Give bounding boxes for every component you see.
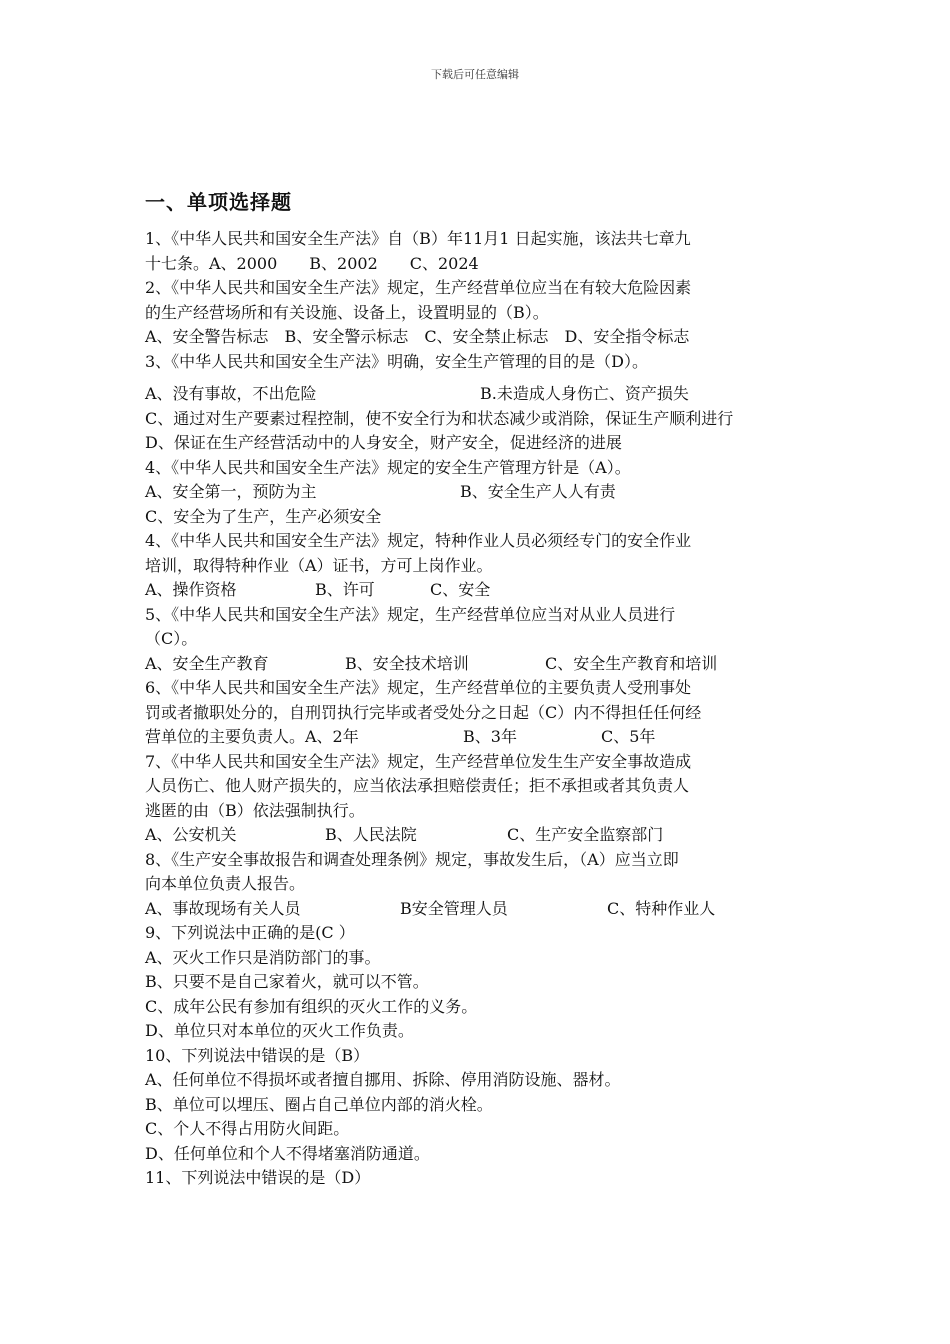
question-text: 11、下列说法中错误的是（D） bbox=[145, 1168, 371, 1187]
option-a: A、灭火工作只是消防部门的事。 bbox=[145, 947, 381, 967]
question-text: （C）。 bbox=[145, 629, 198, 648]
question-text: 1、《中华人民共和国安全生产法》自（B）年11月1 日起实施，该法共七章九 bbox=[145, 229, 691, 248]
option-a: A、公安机关 bbox=[145, 825, 237, 844]
question-text: 的生产经营场所和有关设施、设备上，设置明显的（B）。 bbox=[145, 302, 549, 322]
question-text: 4、《中华人民共和国安全生产法》规定的安全生产管理方针是（A）。 bbox=[145, 457, 631, 477]
question-text: 8、《生产安全事故报告和调查处理条例》规定，事故发生后，（A）应当立即 bbox=[145, 849, 679, 869]
question-list bbox=[145, 227, 810, 1191]
question-text: 2、《中华人民共和国安全生产法》规定，生产经营单位应当在有较大危险因素 bbox=[145, 278, 692, 297]
option-a: A、任何单位不得损坏或者擅自挪用、拆除、停用消防设施、器材。 bbox=[145, 1070, 621, 1089]
answer-options bbox=[145, 823, 810, 848]
question-2 bbox=[145, 276, 810, 350]
option-a: A、操作资格 bbox=[145, 580, 237, 599]
question-8 bbox=[145, 848, 810, 922]
question-text: 7、《中华人民共和国安全生产法》规定，生产经营单位发生生产安全事故造成 bbox=[145, 751, 692, 771]
option-b: B、单位可以埋压、圈占自己单位内部的消火栓。 bbox=[145, 1094, 493, 1114]
answer-options: A、安全警告标志 B、安全警示标志 C、安全禁止标志 D、安全指令标志 bbox=[145, 327, 690, 346]
option-d: D、任何单位和个人不得堵塞消防通道。 bbox=[145, 1143, 430, 1163]
answer-options bbox=[145, 480, 810, 505]
question-text: 6、《中华人民共和国安全生产法》规定，生产经营单位的主要负责人受刑事处 bbox=[145, 678, 692, 697]
header-note: 下载后可任意编辑 bbox=[431, 68, 519, 81]
question-1 bbox=[145, 227, 810, 276]
question-text: 3、《中华人民共和国安全生产法》明确，安全生产管理的目的是（D）。 bbox=[145, 351, 649, 371]
question-3 bbox=[145, 350, 810, 456]
question-9 bbox=[145, 921, 810, 1044]
option-c: C、生产安全监察部门 bbox=[507, 825, 664, 844]
question-text: 9、下列说法中正确的是(C ） bbox=[145, 923, 355, 942]
question-4b bbox=[145, 529, 810, 603]
answer-options bbox=[145, 897, 810, 922]
question-5 bbox=[145, 603, 810, 677]
answer-options bbox=[145, 578, 810, 603]
question-text: 逃匿的由（B）依法强制执行。 bbox=[145, 800, 365, 820]
option-b: B安全管理人员 bbox=[400, 898, 508, 918]
option-c: C、安全为了生产，生产必须安全 bbox=[145, 506, 382, 526]
question-text: 10、下列说法中错误的是（B） bbox=[145, 1045, 370, 1065]
question-6 bbox=[145, 676, 810, 750]
question-4a bbox=[145, 456, 810, 530]
option-b: B、人民法院 bbox=[325, 825, 417, 844]
option-a: A、没有事故，不出危险 bbox=[145, 384, 317, 403]
question-7 bbox=[145, 750, 810, 848]
answer-options bbox=[145, 382, 810, 407]
question-text: 4、《中华人民共和国安全生产法》规定，特种作业人员必须经专门的安全作业 bbox=[145, 531, 692, 550]
question-11 bbox=[145, 1166, 810, 1191]
question-text: 人员伤亡、他人财产损失的，应当依法承担赔偿责任；拒不承担或者其负责人 bbox=[145, 776, 690, 795]
option-c: C、安全 bbox=[430, 580, 491, 599]
question-10 bbox=[145, 1044, 810, 1167]
option-c: C、个人不得占用防火间距。 bbox=[145, 1119, 350, 1138]
question-text: 十七条。A、2000 B、2002 C、2024 bbox=[145, 253, 479, 273]
option-b: B、只要不是自己家着火，就可以不管。 bbox=[145, 972, 429, 991]
section-title: 一、单项选择题 bbox=[145, 190, 292, 214]
option-a: A、事故现场有关人员 bbox=[145, 898, 301, 918]
question-text: 5、《中华人民共和国安全生产法》规定，生产经营单位应当对从业人员进行 bbox=[145, 604, 676, 624]
question-text: 向本单位负责人报告。 bbox=[145, 874, 306, 893]
option-c: C、5年 bbox=[601, 727, 656, 746]
option-b: B、安全生产人人有责 bbox=[460, 482, 616, 501]
option-c: C、通过对生产要素过程控制，使不安全行为和状态减少或消除，保证生产顺利进行 bbox=[145, 408, 734, 428]
option-b: B、3年 bbox=[463, 727, 517, 746]
option-d: D、保证在生产经营活动中的人身安全，财产安全，促进经济的进展 bbox=[145, 433, 622, 452]
option-c: C、安全生产教育和培训 bbox=[545, 653, 718, 673]
option-b: B、许可 bbox=[315, 580, 375, 599]
answer-options bbox=[145, 652, 810, 677]
option-b: B、安全技术培训 bbox=[345, 653, 469, 673]
option-b: B.未造成人身伤亡、资产损失 bbox=[480, 384, 689, 403]
question-text-with-option-a: 营单位的主要负责人。A、2年 bbox=[145, 727, 359, 746]
answer-options bbox=[145, 725, 810, 750]
option-c: C、特种作业人 bbox=[607, 898, 716, 918]
question-text: 罚或者撤职处分的，自刑罚执行完毕或者受处分之日起（C）内不得担任任何经 bbox=[145, 702, 702, 722]
question-text: 培训，取得特种作业（A）证书，方可上岗作业。 bbox=[145, 555, 493, 575]
option-c: C、成年公民有参加有组织的灭火工作的义务。 bbox=[145, 996, 478, 1016]
option-d: D、单位只对本单位的灭火工作负责。 bbox=[145, 1021, 414, 1040]
option-a: A、安全生产教育 bbox=[145, 653, 269, 673]
option-a: A、安全第一，预防为主 bbox=[145, 482, 317, 501]
